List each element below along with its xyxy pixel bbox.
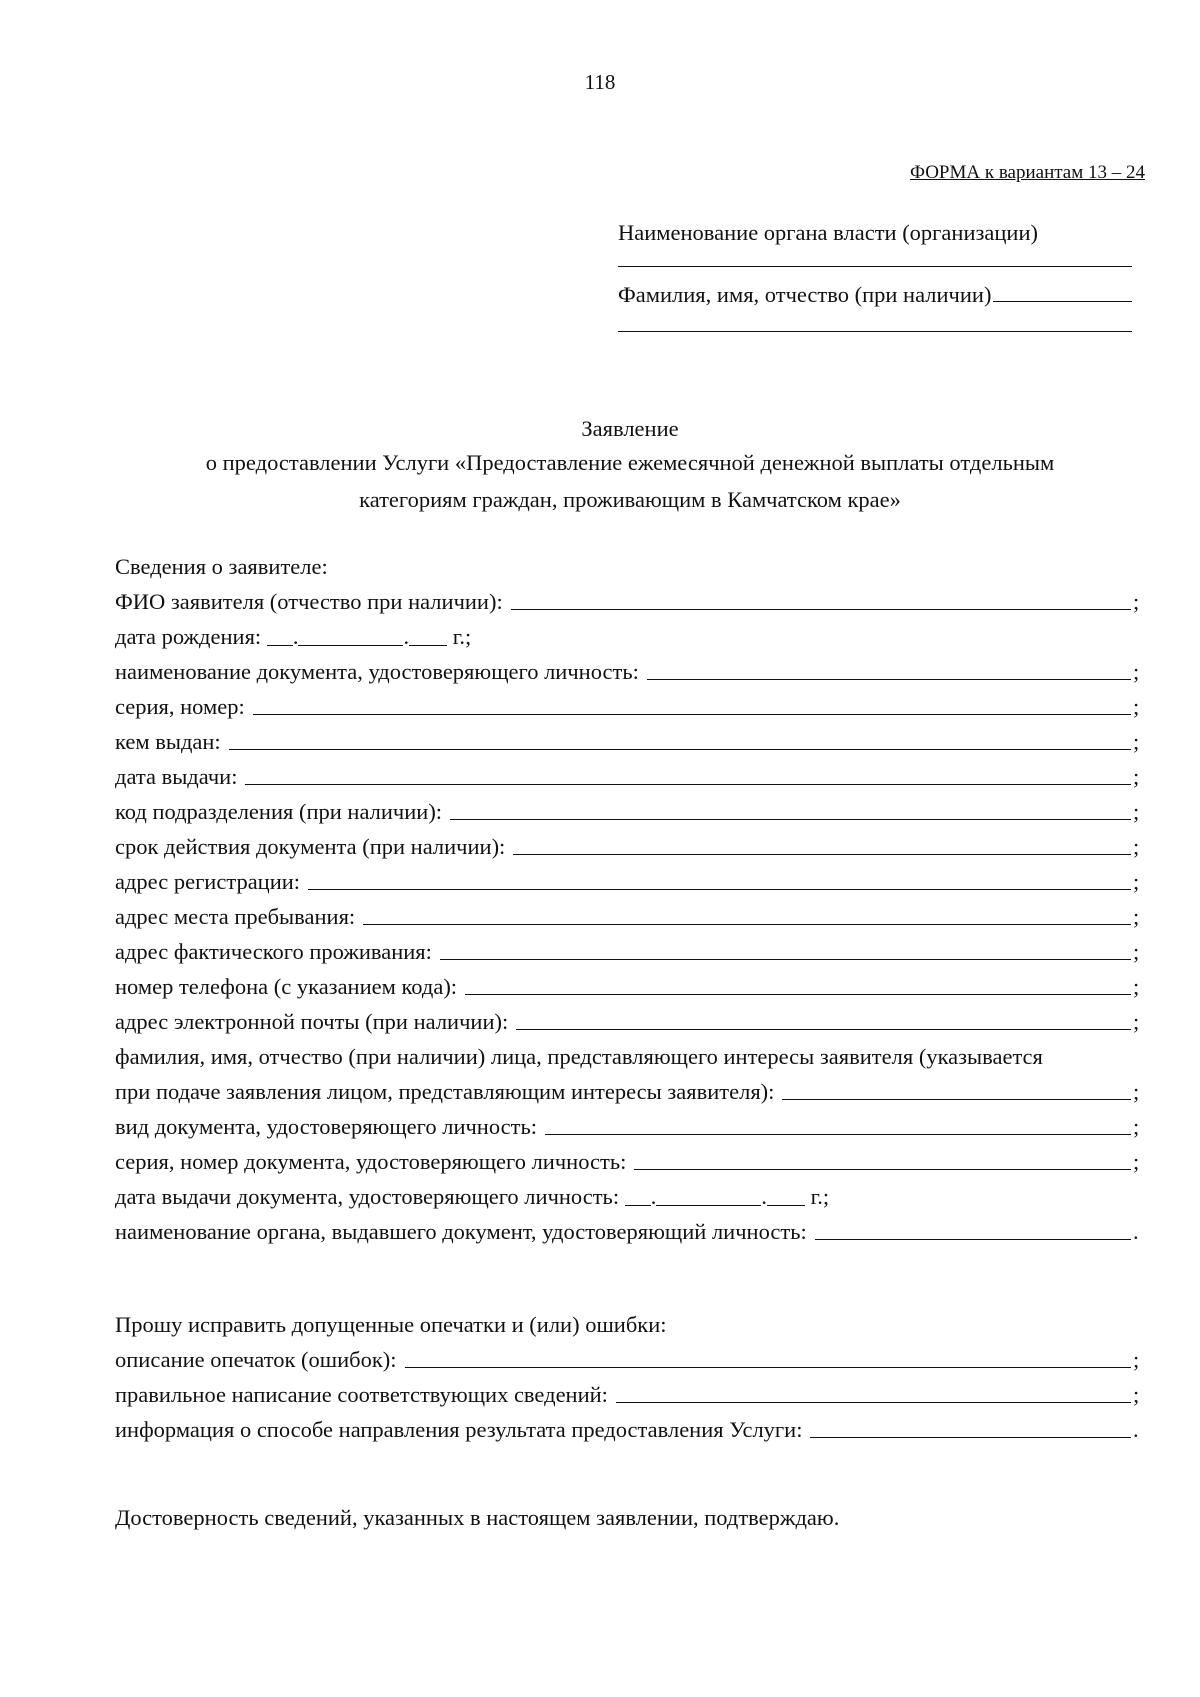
- field-rep-doc-series: [115, 1145, 1142, 1175]
- field-label: номер телефона (с указанием кода):: [115, 974, 458, 999]
- field-end-punct: .: [1133, 1219, 1139, 1244]
- field-label: срок действия документа (при наличии):: [115, 834, 506, 859]
- field-rep-doc-issue-date: [115, 1180, 1142, 1210]
- field-end-punct: ;: [1133, 834, 1140, 859]
- field-phone: [115, 970, 1142, 1000]
- field-end-punct: ;: [1133, 764, 1140, 789]
- field-doc-name: [115, 655, 1142, 685]
- field-label: адрес регистрации:: [115, 869, 301, 894]
- field-end-punct: ;: [1133, 694, 1140, 719]
- field-blank[interactable]: [782, 1098, 1131, 1100]
- field-label: описание опечаток (ошибок):: [115, 1347, 397, 1372]
- field-label: при подаче заявления лицом, представляющим интересы заявителя):: [115, 1079, 775, 1104]
- field-label: дата рождения:: [115, 624, 262, 649]
- addressee-org-name: Наименование органа власти (организации): [618, 220, 1038, 245]
- field-label: адрес электронной почты (при наличии):: [115, 1009, 509, 1034]
- field-rep-issuing-authority: [115, 1215, 1142, 1245]
- field-label: адрес места пребывания:: [115, 904, 356, 929]
- field-end-punct: ;: [1133, 659, 1140, 684]
- rep-issue-date-blanks[interactable]: . .: [619, 1184, 811, 1210]
- document-subtitle-line2: категориям граждан, проживающим в Камчатском крае»: [359, 487, 901, 512]
- field-label: дата выдачи документа, удостоверяющего личность:: [115, 1184, 620, 1209]
- field-label: наименование органа, выдавшего документ, удостоверяющий личность:: [115, 1219, 807, 1244]
- field-series-number: [115, 690, 1142, 720]
- page-number: 118: [584, 70, 616, 94]
- field-label: код подразделения (при наличии):: [115, 799, 443, 824]
- field-email: [115, 1005, 1142, 1035]
- field-blank[interactable]: [465, 993, 1131, 995]
- field-label: серия, номер:: [115, 694, 245, 719]
- confirmation-statement: Достоверность сведений, указанных в настоящем заявлении, подтверждаю.: [115, 1505, 840, 1530]
- field-blank[interactable]: [308, 888, 1131, 890]
- field-end-punct: ;: [1133, 1009, 1140, 1034]
- field-delivery-method: [115, 1413, 1142, 1443]
- field-blank[interactable]: [440, 958, 1131, 960]
- form-label: ФОРМА к вариантам 13 – 24: [909, 162, 1145, 183]
- field-blank[interactable]: [634, 1168, 1131, 1170]
- rep-issue-date-suffix: г.;: [810, 1184, 830, 1209]
- document-title: Заявление: [581, 416, 679, 441]
- field-blank[interactable]: [229, 748, 1131, 750]
- field-label: правильное написание соответствующих сведений:: [115, 1382, 608, 1407]
- field-reg-address: [115, 865, 1142, 895]
- field-blank[interactable]: [516, 1028, 1131, 1030]
- field-validity: [115, 830, 1142, 860]
- field-end-punct: ;: [1133, 1114, 1140, 1139]
- field-end-punct: ;: [1133, 974, 1140, 999]
- field-end-punct: .: [1133, 1417, 1139, 1442]
- addressee-fio-blank[interactable]: [993, 300, 1132, 302]
- field-end-punct: ;: [1133, 1149, 1140, 1174]
- field-blank[interactable]: [245, 783, 1131, 785]
- applicant-heading: Сведения о заявителе:: [115, 554, 328, 579]
- field-issue-date: [115, 760, 1142, 790]
- field-end-punct: ;: [1133, 589, 1140, 614]
- field-actual-address: [115, 935, 1142, 965]
- field-label: адрес фактического проживания:: [115, 939, 432, 964]
- field-label: ФИО заявителя (отчество при наличии):: [115, 589, 503, 614]
- field-end-punct: ;: [1133, 939, 1140, 964]
- representative-intro: фамилия, имя, отчество (при наличии) лица, представляющего интересы заявителя (указывается: [115, 1044, 1043, 1069]
- birth-date-blanks[interactable]: . .: [261, 624, 453, 650]
- field-end-punct: ;: [1133, 1079, 1140, 1104]
- field-issued-by: [115, 725, 1142, 755]
- field-label: наименование документа, удостоверяющего личность:: [115, 659, 639, 684]
- field-blank[interactable]: [405, 1366, 1131, 1368]
- field-label: серия, номер документа, удостоверяющего личность:: [115, 1149, 627, 1174]
- field-errors-description: [115, 1343, 1142, 1373]
- field-end-punct: ;: [1133, 799, 1140, 824]
- field-end-punct: ;: [1133, 904, 1140, 929]
- addressee-fio-row: [618, 282, 1132, 308]
- addressee-fio-blank-2[interactable]: [618, 330, 1132, 332]
- field-blank[interactable]: [647, 678, 1131, 680]
- field-applicant-fio: [115, 585, 1142, 615]
- birth-date-suffix: г.;: [452, 624, 472, 649]
- field-blank[interactable]: [545, 1133, 1131, 1135]
- field-blank[interactable]: [616, 1401, 1131, 1403]
- field-blank[interactable]: [253, 713, 1131, 715]
- field-birth-date: [115, 620, 1142, 650]
- field-end-punct: ;: [1133, 1382, 1140, 1407]
- field-blank[interactable]: [815, 1238, 1131, 1240]
- addressee-fio-label: Фамилия, имя, отчество (при наличии): [618, 282, 992, 307]
- field-blank[interactable]: [513, 853, 1131, 855]
- field-label: информация о способе направления результата предоставления Услуги:: [115, 1417, 803, 1442]
- field-dept-code: [115, 795, 1142, 825]
- document-subtitle-line1: о предоставлении Услуги «Предоставление ежемесячной денежной выплаты отдельным: [205, 450, 1055, 475]
- field-blank[interactable]: [363, 923, 1131, 925]
- corrections-heading: Прошу исправить допущенные опечатки и (или) ошибки:: [115, 1312, 667, 1337]
- addressee-org-blank[interactable]: [618, 265, 1132, 267]
- field-label: вид документа, удостоверяющего личность:: [115, 1114, 537, 1139]
- field-blank[interactable]: [810, 1436, 1131, 1438]
- field-blank[interactable]: [450, 818, 1131, 820]
- field-label: кем выдан:: [115, 729, 221, 754]
- field-rep-doc-type: [115, 1110, 1142, 1140]
- field-label: дата выдачи:: [115, 764, 238, 789]
- field-blank[interactable]: [511, 608, 1131, 610]
- field-representative-fio: [115, 1075, 1142, 1105]
- field-end-punct: ;: [1133, 1347, 1140, 1372]
- field-end-punct: ;: [1133, 869, 1140, 894]
- field-stay-address: [115, 900, 1142, 930]
- field-end-punct: ;: [1133, 729, 1140, 754]
- field-correct-spelling: [115, 1378, 1142, 1408]
